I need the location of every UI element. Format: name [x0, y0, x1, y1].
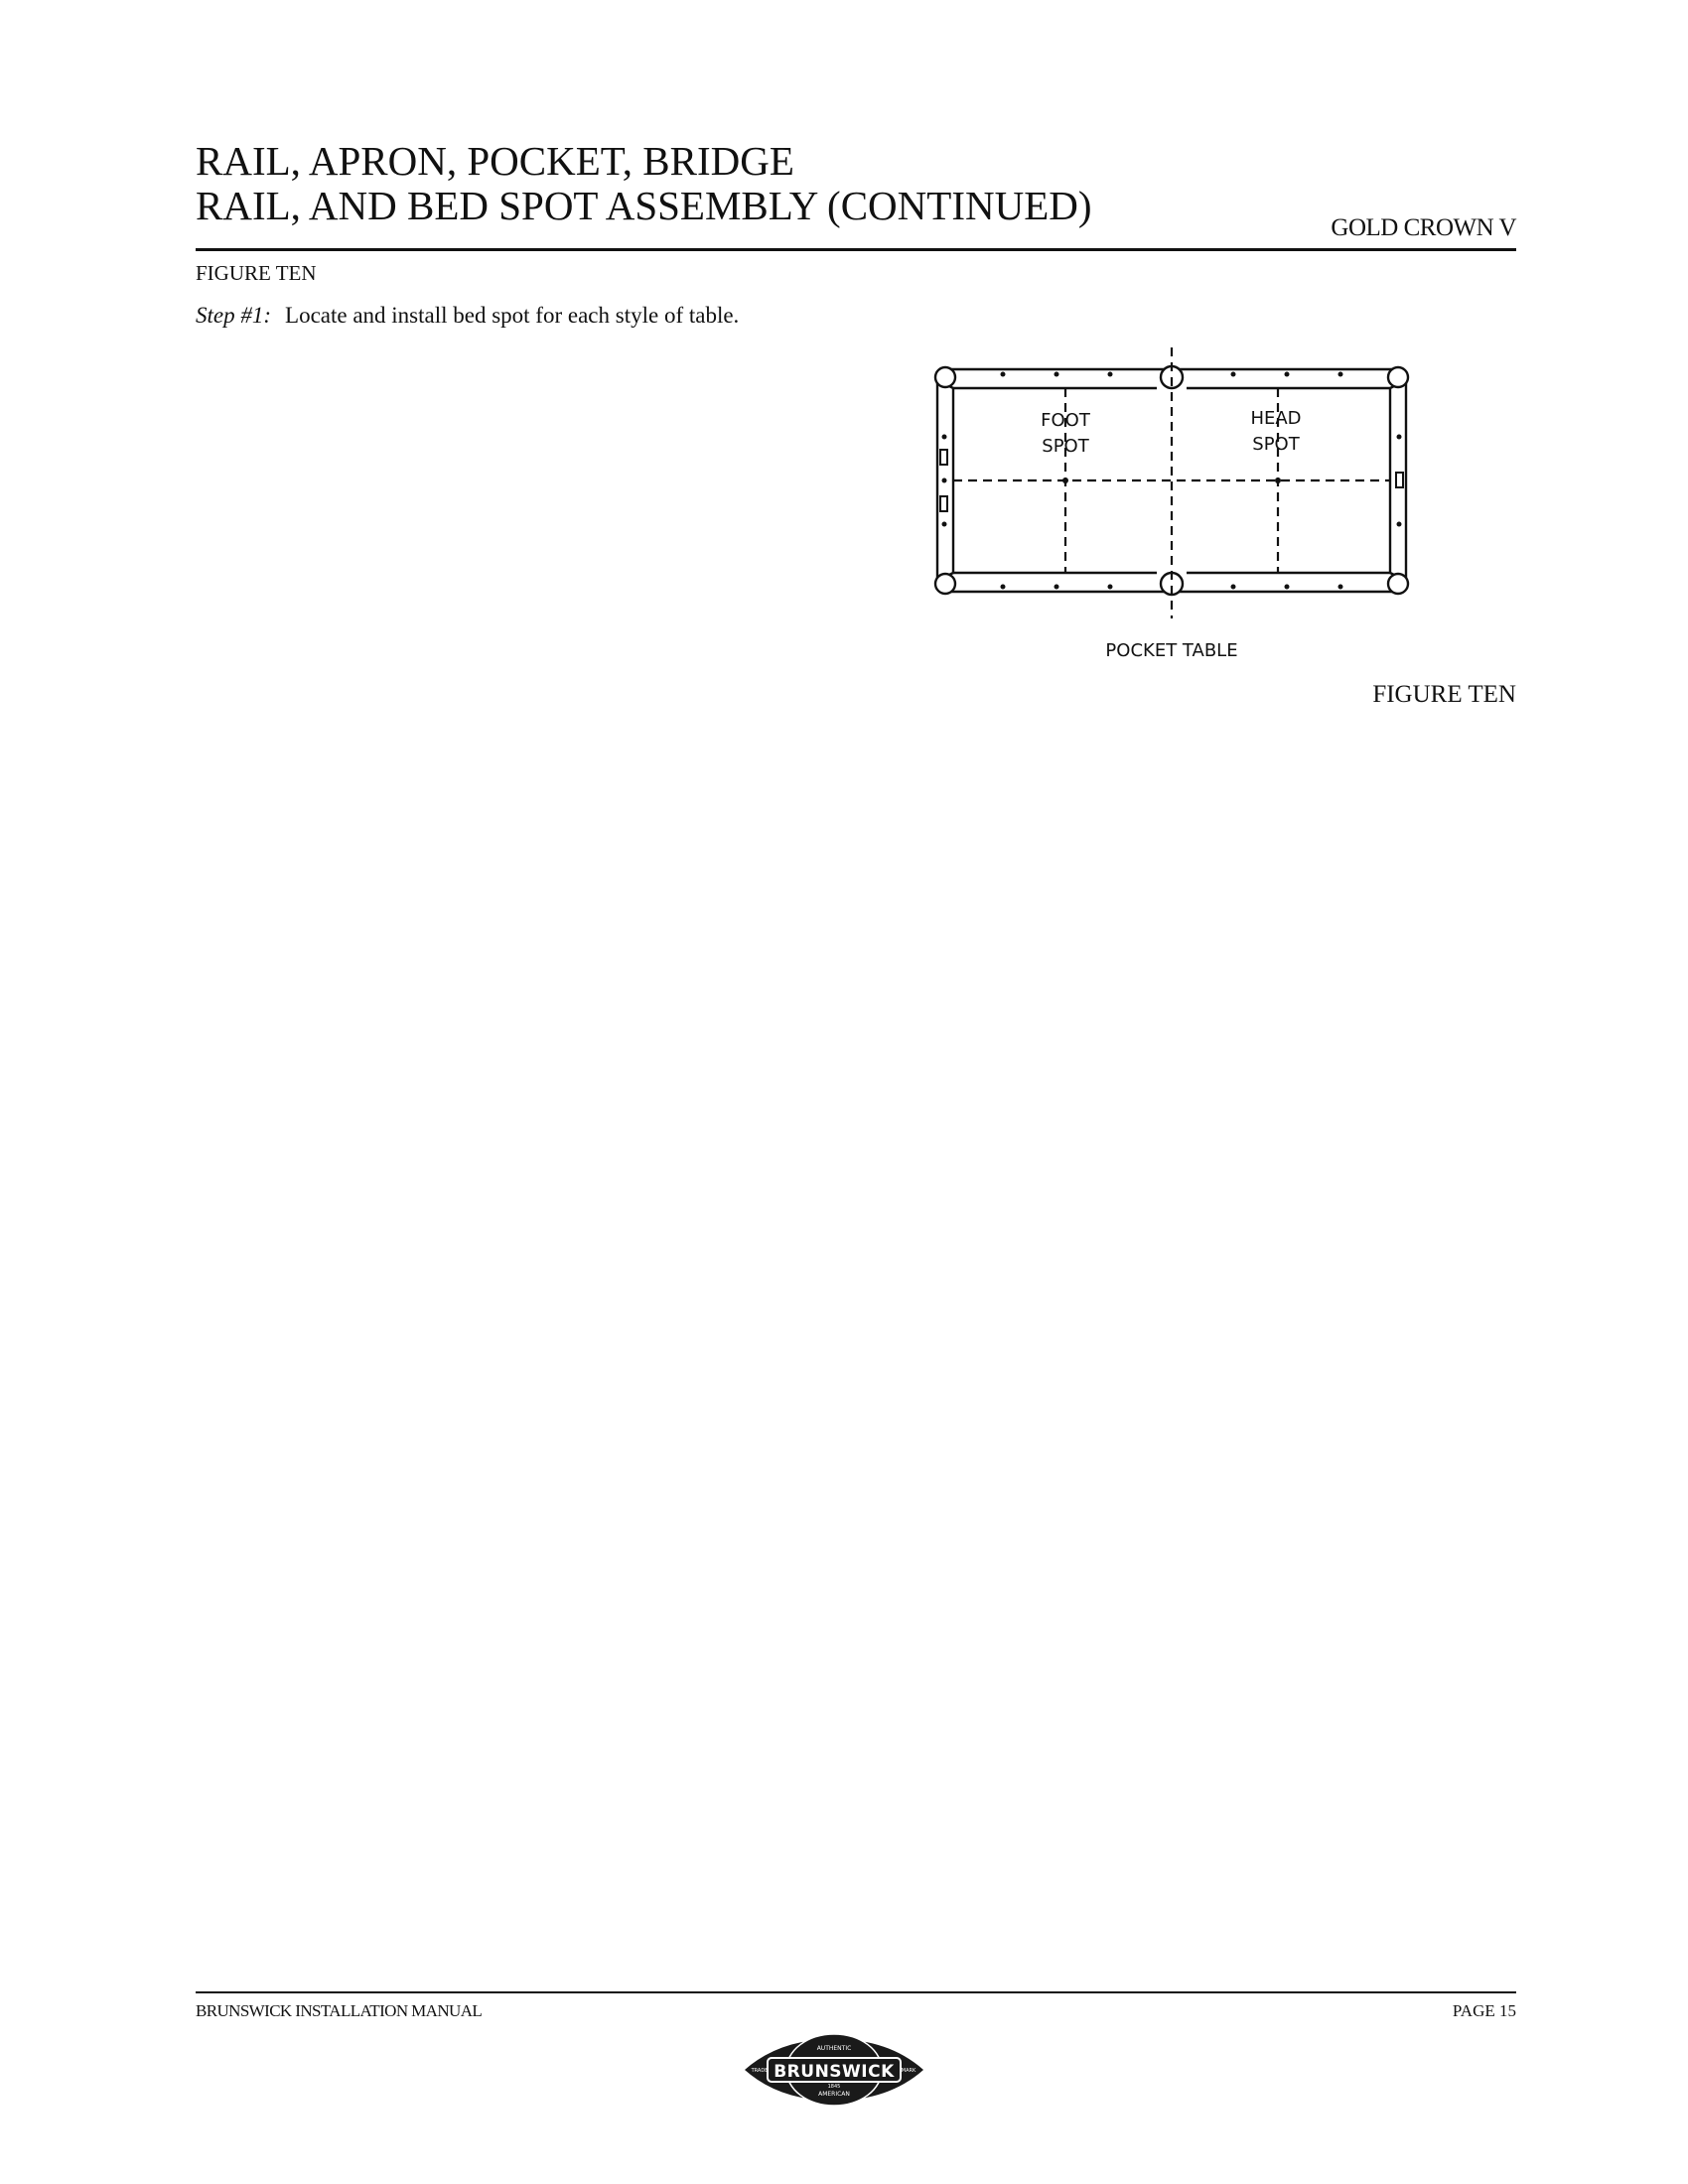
head-spot-label-line-2: SPOT: [1252, 434, 1300, 455]
logo-year: 1845: [827, 2084, 841, 2090]
pocket-corner-bottom-right: [1388, 574, 1408, 594]
logo-top-arc: AUTHENTIC: [816, 2045, 852, 2052]
foot-spot-mark: [1062, 478, 1068, 483]
pocket-table-diagram: [923, 342, 1420, 675]
header-rule: [196, 248, 1516, 251]
foot-spot-label-line-2: SPOT: [1042, 436, 1089, 457]
logo-left-tag: TRADE: [751, 2068, 769, 2074]
footer-manual-title: BRUNSWICK INSTALLATION MANUAL: [196, 2001, 483, 2020]
logo-wordmark: BRUNSWICK: [774, 2062, 895, 2082]
page-title-line-1: RAIL, APRON, POCKET, BRIDGE: [196, 138, 794, 184]
figure-reference-bottom: FIGURE TEN: [1372, 681, 1516, 708]
footer-page-number: PAGE 15: [1452, 2001, 1516, 2020]
head-spot-label-line-1: HEAD: [1250, 408, 1302, 429]
foot-spot-label-line-1: FOOT: [1041, 410, 1090, 431]
footer-rule: [196, 1991, 1516, 1993]
step-1-instruction: [196, 301, 791, 331]
page-title: [196, 139, 1092, 228]
brunswick-logo: [740, 2025, 928, 2115]
product-name: GOLD CROWN V: [1331, 214, 1516, 241]
logo-right-tag: MARK: [901, 2068, 916, 2074]
logo-bottom-arc: AMERICAN: [818, 2091, 850, 2098]
figure-caption: POCKET TABLE: [1105, 640, 1238, 661]
page-title-line-2: RAIL, AND BED SPOT ASSEMBLY (CONTINUED): [196, 183, 1092, 228]
head-spot-mark: [1275, 478, 1281, 483]
pocket-corner-top-left: [935, 367, 955, 387]
figure-reference-top: FIGURE TEN: [196, 261, 317, 285]
pocket-corner-top-right: [1388, 367, 1408, 387]
step-label: Step #1:: [196, 303, 272, 328]
step-text: Locate and install bed spot for each style of table.: [285, 303, 740, 328]
pocket-corner-bottom-left: [935, 574, 955, 594]
